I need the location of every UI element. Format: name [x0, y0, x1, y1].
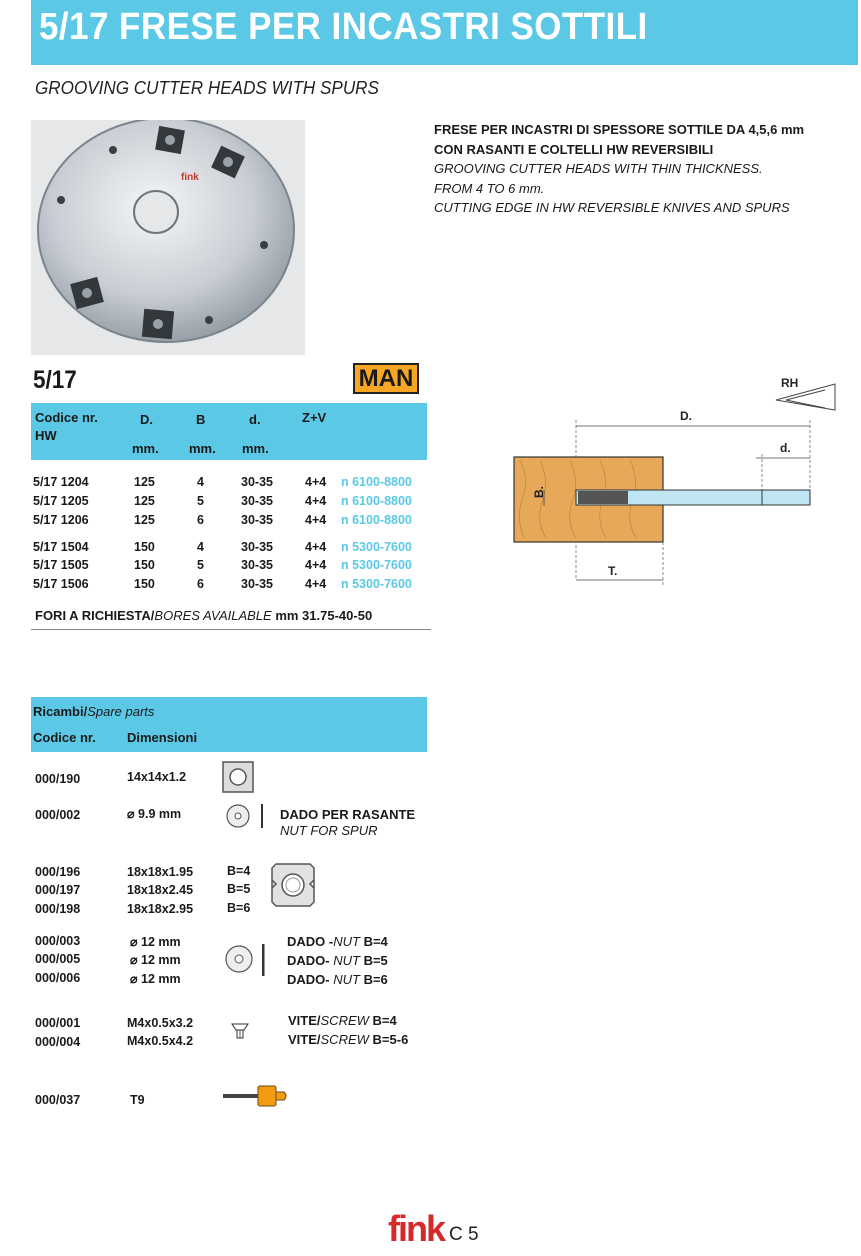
th-d-big: D. [140, 412, 153, 427]
cell-code: 5/17 1505 [33, 558, 89, 572]
label-rh: RH [781, 376, 799, 390]
cell-code: 5/17 1204 [33, 475, 89, 489]
cell-code: 5/17 1206 [33, 513, 89, 527]
page-number: C 5 [449, 1224, 479, 1245]
product-description [434, 120, 804, 218]
cell-rpm: n 6100-8800 [341, 494, 412, 508]
cell-d: 30-35 [241, 494, 273, 508]
cell-B: 6 [197, 577, 204, 591]
spares-title [33, 704, 154, 719]
cell-D: 125 [134, 475, 155, 489]
spare-b: B=5 [227, 882, 251, 896]
desc-en-line2: FROM 4 TO 6 mm. [434, 180, 545, 196]
spares-title-en: Spare parts [87, 704, 155, 719]
th-d-small: d. [249, 412, 261, 427]
spare-desc-it: DADO PER RASANTE [280, 807, 416, 822]
cell-rpm: n 6100-8800 [341, 513, 412, 527]
cell-B: 6 [197, 513, 204, 527]
cell-rpm: n 5300-7600 [341, 540, 412, 554]
cell-zv: 4+4 [305, 475, 327, 489]
spares-col-code: Codice nr. [33, 730, 96, 745]
bores-value: mm 31.75-40-50 [271, 608, 373, 623]
desc-it-line2: CON RASANTI E COLTELLI HW REVERSIBILI [434, 141, 714, 157]
cell-D: 150 [134, 558, 155, 572]
torx-key-icon [222, 1084, 290, 1108]
bores-it: FORI A RICHIESTA/ [35, 608, 155, 623]
spare-code: 000/037 [35, 1093, 81, 1107]
spur-nut-icon [224, 802, 266, 830]
page-title: 5/17 FRESE PER INCASTRI SOTTILI [39, 6, 648, 48]
cell-code: 5/17 1504 [33, 540, 89, 554]
divider [31, 629, 431, 630]
cell-B: 4 [197, 475, 204, 489]
cell-rpm: n 5300-7600 [341, 558, 412, 572]
spare-dim: 18x18x1.95 [127, 865, 194, 879]
cell-d: 30-35 [241, 540, 273, 554]
spares-col-dim: Dimensioni [127, 730, 198, 745]
spare-dim: ⌀ 12 mm [130, 953, 181, 967]
spare-code: 000/003 [35, 934, 81, 948]
technical-diagram [500, 370, 840, 590]
screw-icon [230, 1022, 250, 1040]
spare-desc-en: NUT FOR SPUR [280, 823, 378, 838]
cell-B: 5 [197, 494, 204, 508]
cell-D: 150 [134, 540, 155, 554]
spare-code: 000/190 [35, 772, 81, 786]
cell-d: 30-35 [241, 577, 273, 591]
fink-logo [388, 1205, 448, 1247]
th-b: B [196, 412, 206, 427]
product-code: 5/17 [33, 366, 77, 394]
diameter-icon: ⌀ [130, 935, 138, 949]
cell-B: 4 [197, 540, 204, 554]
desc-it-line1: FRESE PER INCASTRI DI SPESSORE SOTTILE DA 4,5,6 mm [434, 122, 805, 137]
cell-D: 125 [134, 494, 155, 508]
cell-B: 5 [197, 558, 204, 572]
cell-zv: 4+4 [305, 577, 327, 591]
label-d: d. [780, 441, 791, 455]
bores-en: BORES AVAILABLE [154, 608, 272, 623]
cell-code: 5/17 1205 [33, 494, 89, 508]
spare-desc: DADO -NUT B=4 [287, 934, 388, 949]
spare-dim: 18x18x2.95 [127, 902, 194, 916]
spare-dim: M4x0.5x4.2 [127, 1034, 194, 1048]
spare-b: B=4 [227, 864, 251, 878]
label-T: T. [608, 564, 618, 578]
spare-dim: ⌀ 12 mm [130, 972, 181, 986]
label-B: B. [532, 486, 546, 498]
spare-dim: 18x18x2.45 [127, 883, 194, 897]
cell-D: 150 [134, 577, 155, 591]
spare-dim: ⌀ 9.9 mm [127, 807, 182, 821]
spare-desc: DADO- NUT B=6 [287, 972, 388, 987]
cell-D: 125 [134, 513, 155, 527]
th-code-sub: HW [35, 428, 57, 443]
spare-code: 000/198 [35, 902, 81, 916]
spare-code: 000/001 [35, 1016, 81, 1030]
knife-nut-icon [224, 940, 270, 978]
svg-text:fink: fink [388, 1208, 445, 1247]
cell-zv: 4+4 [305, 540, 327, 554]
diameter-icon: ⌀ [130, 972, 138, 986]
spare-dim: M4x0.5x3.2 [127, 1016, 194, 1030]
label-D: D. [680, 409, 692, 423]
bores-note [35, 608, 372, 623]
cell-zv: 4+4 [305, 494, 327, 508]
cell-d: 30-35 [241, 475, 273, 489]
spare-code: 000/002 [35, 808, 81, 822]
cell-d: 30-35 [241, 558, 273, 572]
cell-code: 5/17 1506 [33, 577, 89, 591]
spare-code: 000/196 [35, 865, 81, 879]
cell-zv: 4+4 [305, 558, 327, 572]
diameter-icon: ⌀ [130, 953, 138, 967]
product-photo [31, 120, 305, 355]
spare-desc: DADO- NUT B=5 [287, 953, 388, 968]
spare-code: 000/004 [35, 1035, 81, 1049]
spare-code: 000/006 [35, 971, 81, 985]
diameter-icon: ⌀ [127, 807, 135, 821]
cell-rpm: n 6100-8800 [341, 475, 412, 489]
spares-title-it: Ricambi/ [33, 704, 88, 719]
cell-rpm: n 5300-7600 [341, 577, 412, 591]
spare-dim: ⌀ 12 mm [130, 935, 181, 949]
spare-code: 000/005 [35, 952, 81, 966]
spare-b: B=6 [227, 901, 251, 915]
desc-en-line1: GROOVING CUTTER HEADS WITH THIN THICKNESS. [434, 161, 763, 176]
spare-dim: T9 [130, 1093, 145, 1107]
th-unit1: mm. [132, 441, 159, 456]
th-code: Codice nr. [35, 410, 98, 425]
spare-desc: VITE/SCREW B=4 [288, 1013, 397, 1028]
page-subtitle: GROOVING CUTTER HEADS WITH SPURS [35, 78, 379, 98]
spare-desc: VITE/SCREW B=5-6 [288, 1032, 409, 1047]
spare-dim: 14x14x1.2 [127, 770, 187, 784]
knife-icon [270, 862, 316, 908]
spare-code: 000/197 [35, 883, 81, 897]
th-unit3: mm. [242, 441, 269, 456]
cell-d: 30-35 [241, 513, 273, 527]
th-unit2: mm. [189, 441, 216, 456]
desc-en-line3: CUTTING EDGE IN HW REVERSIBLE KNIVES AND SPURS [434, 200, 790, 215]
svg-text:fink: fink [181, 172, 199, 183]
spur-icon [222, 761, 254, 793]
man-badge: MAN [353, 363, 419, 394]
cell-zv: 4+4 [305, 513, 327, 527]
th-zv: Z+V [302, 410, 327, 425]
